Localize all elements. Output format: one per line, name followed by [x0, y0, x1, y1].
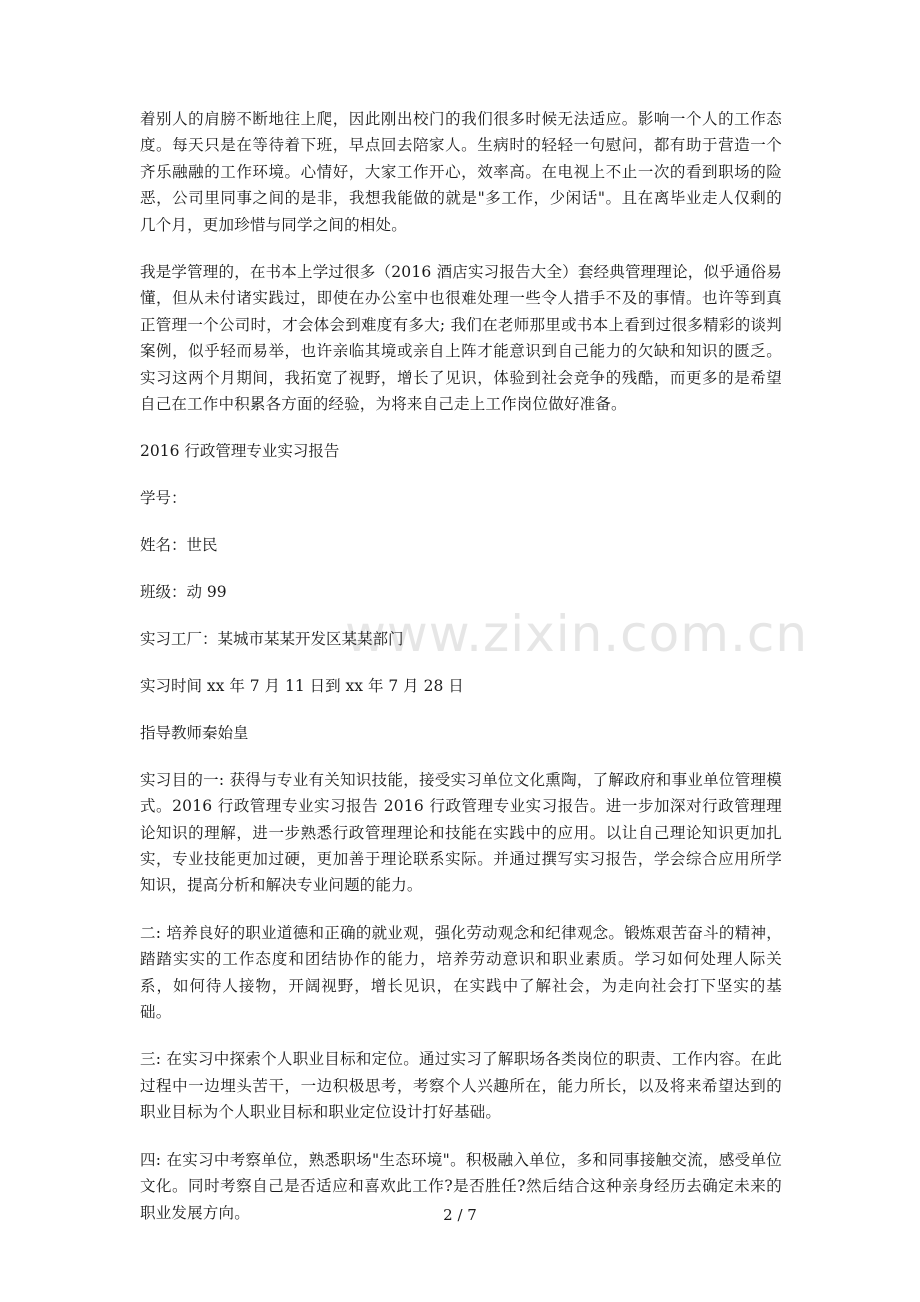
document-body [140, 106, 782, 1247]
objective-2: 二: 培养良好的职业道德和正确的就业观，强化劳动观念和纪律观念。锻炼艰苦奋斗的精神，踏踏实实的工作态度和团结协作的能力，培养劳动意识和职业素质。学习如何处理人际关系，如何待人接物，开阔视野，增长见识，在实践中了解社会，为走向社会打下坚实的基础。 [140, 923, 782, 1022]
advisor-field: 指导教师秦始皇 [140, 723, 249, 742]
report-title: 2016 行政管理专业实习报告 [140, 442, 340, 461]
class-field: 班级：动 99 [140, 583, 227, 602]
period-field: 实习时间 xx 年 7 月 11 日到 xx 年 7 月 28 日 [140, 677, 464, 695]
paragraph-intro: 着别人的肩膀不断地往上爬，因此刚出校门的我们很多时候无法适应。影响一个人的工作态度。每天只是在等待着下班，早点回去陪家人。生病时的轻轻一句慰问，都有助于营造一个齐乐融融的工作环境。心情好，大家工作开心，效率高。在电视上不止一次的看到职场的险恶，公司里同事之间的是非，我想我能做的就是"多工作，少闲话"。且在离毕业走人仅剩的几个月，更加珍惜与同学之间的相处。 [140, 110, 782, 234]
paragraph-management: 我是学管理的，在书本上学过很多（2016 酒店实习报告大全）套经典管理理论，似乎通俗易懂，但从未付诸实践过，即使在办公室中也很难处理一些令人措手不及的事情。也许等到真正管理一个公司时，才会体会到难度有多大; 我们在老师那里或书本上看到过很多精彩的谈判案例，似乎轻而易举，也许亲临其境或亲自上阵才能意识到自己能力的欠缺和知识的匮乏。实习这两个月期间，我拓宽了视野，增长了见识，体验到社会竞争的残酷，而更多的是希望自己在工作中积累各方面的经验，为将来自己走上工作岗位做好准备。 [140, 263, 782, 414]
student-id-field: 学号： [140, 489, 187, 508]
page-number: 2 / 7 [443, 1206, 477, 1224]
objective-1: 实习目的一: 获得与专业有关知识技能，接受实习单位文化熏陶，了解政府和事业单位管理模式。2016 行政管理专业实习报告 2016 行政管理专业实习报告。进一步加深对行政管理理论知识的理解，进一步熟悉行政管理理论和技能在实践中的应用。以让自己理论知识更加扎实，专业技能更加过硬，更加善于理论联系实际。并通过撰写实习报告，学会综合应用所学知识，提高分析和解决专业问题的能力。 [140, 770, 782, 895]
objective-4: 四: 在实习中考察单位，熟悉职场"生态环境"。积极融入单位，多和同事接触交流，感受单位文化。同时考察自己是否适应和喜欢此工作?是否胜任?然后结合这种亲身经历去确定未来的职业发展方向。 [140, 1150, 782, 1222]
objective-3: 三: 在实习中探索个人职业目标和定位。通过实习了解职场各类岗位的职责、工作内容。在此过程中一边埋头苦干，一边积极思考，考察个人兴趣所在，能力所长，以及将来希望达到的职业目标为个人职业目标和职业定位设计打好基础。 [140, 1050, 782, 1122]
factory-field: 实习工厂：某城市某某开发区某某部门 [140, 630, 404, 649]
student-name-field: 姓名：世民 [140, 536, 218, 555]
watermark: www.zixin.com.cn [345, 605, 809, 663]
